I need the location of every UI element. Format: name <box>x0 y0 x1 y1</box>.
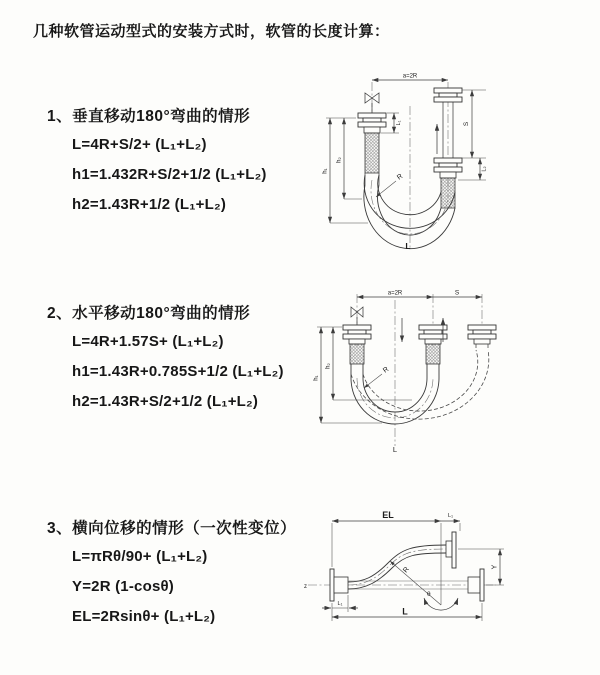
dimension-el <box>332 510 460 605</box>
dim-label-s: S <box>463 121 470 127</box>
dim-label-l: L <box>402 606 408 617</box>
radius-label: R <box>396 172 405 182</box>
formula-line: h1=1.432R+S/2+1/2 (L₁+L₂) <box>72 166 267 183</box>
dim-label-y: Y <box>491 564 499 570</box>
page-title: 几种软管运动型式的安装方式时，软管的长度计算： <box>33 23 390 40</box>
moved-flange-fitting <box>468 325 496 350</box>
section-1-heading: 1、垂直移动180°弯曲的情形 <box>47 108 251 125</box>
dimension-a-2r <box>372 74 448 81</box>
centerlines <box>372 82 448 250</box>
dim-label-el: EL <box>382 510 394 520</box>
left-flange-fitting <box>330 569 348 601</box>
left-flange-fitting <box>343 325 371 364</box>
braided-hose <box>441 178 455 208</box>
formula-line: h1=1.43R+0.785S+1/2 (L₁+L₂) <box>72 363 284 380</box>
braided-hose <box>426 344 440 364</box>
dim-label-h2: h₂ <box>325 363 332 369</box>
diagram-vertical-180-bend <box>312 68 497 263</box>
dim-label-a2r: a=2R <box>387 290 403 297</box>
braided-hose <box>365 133 379 173</box>
left-flange-fitting <box>358 113 386 173</box>
formula-line: h2=1.43R+S/2+1/2 (L₁+L₂) <box>72 393 259 410</box>
length-label: L <box>392 445 398 454</box>
dim-label-a2r: a=2R <box>402 73 418 80</box>
formula-line: Y=2R (1-cosθ) <box>72 578 174 595</box>
dim-label-s: S <box>454 289 460 297</box>
formula-line: L=4R+1.57S+ (L₁+L₂) <box>72 333 224 350</box>
dim-label-h1: h₁ <box>313 375 320 381</box>
formula-line: EL=2Rsinθ+ (L₁+L₂) <box>72 608 216 625</box>
dimension-s <box>458 90 488 180</box>
dim-label-h2: h₂ <box>336 157 343 163</box>
dim-label-l1: L₁ <box>396 120 402 126</box>
s-curve-hose <box>348 532 456 589</box>
u-bend-hose-moved-position <box>351 350 489 419</box>
dimension-l <box>332 603 482 621</box>
radius-leader <box>390 561 441 605</box>
radius-leader <box>376 173 404 197</box>
diagram-lateral-displacement <box>300 505 590 650</box>
radius-label: R <box>382 365 391 375</box>
section-3-heading: 3、横向位移的情形（一次性变位） <box>47 520 297 537</box>
formula-line: L=4R+S/2+ (L₁+L₂) <box>72 136 207 153</box>
radius-leader <box>364 366 390 388</box>
theta-label: θ <box>427 591 431 598</box>
radius-label: R <box>402 565 411 575</box>
braided-hose <box>350 344 364 364</box>
dimension-h1-h2 <box>323 118 369 223</box>
formula-line: h2=1.43R+1/2 (L₁+L₂) <box>72 196 227 213</box>
diagram-horizontal-180-bend <box>312 286 512 461</box>
dim-label-l1-top: L₁ <box>448 513 453 519</box>
dim-label-l1-left: L₁ <box>337 601 343 607</box>
valve-icon <box>365 93 379 113</box>
dim-label-h1: h₁ <box>322 168 329 174</box>
length-label: L <box>405 241 411 251</box>
formula-line: L=πRθ/90+ (L₁+L₂) <box>72 548 208 565</box>
dim-label-l2: L₂ <box>481 166 488 172</box>
axis-mark: z <box>304 584 307 590</box>
dimension-l1-left <box>322 595 358 612</box>
section-2-heading: 2、水平移动180°弯曲的情形 <box>47 305 251 322</box>
moved-flange <box>452 532 456 568</box>
dimension-a-2r <box>357 290 482 298</box>
